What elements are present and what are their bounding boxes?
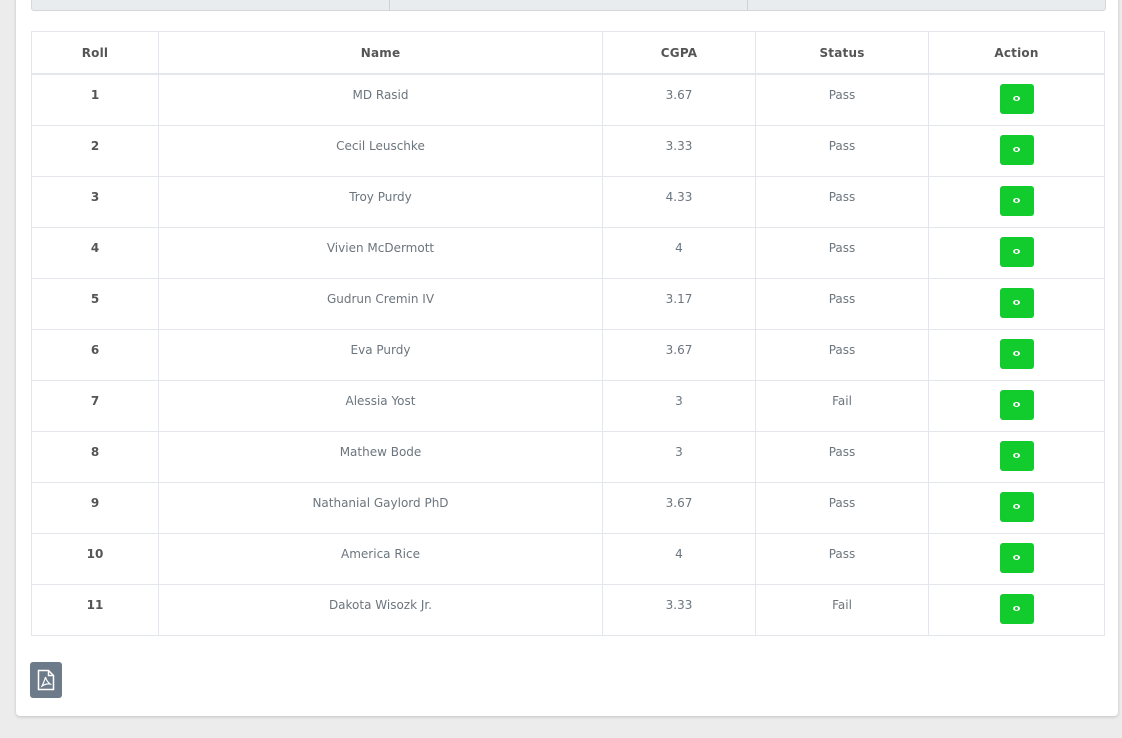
header-row (32, 32, 1105, 75)
eye-icon (1013, 402, 1020, 407)
cgpa-cell: 3.33 (603, 584, 756, 635)
table-header (32, 32, 1105, 75)
action-cell (929, 380, 1105, 431)
status-cell: Pass (756, 227, 929, 278)
table-row (32, 329, 1105, 380)
view-result-button[interactable] (1000, 237, 1034, 267)
name-cell: Vivien McDermott (159, 227, 603, 278)
results-table (31, 31, 1105, 636)
eye-icon (1013, 351, 1020, 356)
name-cell: MD Rasid (159, 74, 603, 125)
status-cell: Fail (756, 584, 929, 635)
table-row (32, 125, 1105, 176)
cgpa-cell: 3.67 (603, 74, 756, 125)
status-cell: Pass (756, 176, 929, 227)
status-cell: Pass (756, 329, 929, 380)
view-result-button[interactable] (1000, 339, 1034, 369)
roll-cell: 4 (32, 227, 159, 278)
file-pdf-icon (37, 669, 55, 691)
status-cell: Pass (756, 431, 929, 482)
name-cell: Troy Purdy (159, 176, 603, 227)
results-card (16, 0, 1118, 716)
action-cell (929, 227, 1105, 278)
view-result-button[interactable] (1000, 84, 1034, 114)
name-cell: Mathew Bode (159, 431, 603, 482)
roll-cell: 7 (32, 380, 159, 431)
eye-icon (1013, 249, 1020, 254)
view-result-button[interactable] (1000, 390, 1034, 420)
name-cell: Alessia Yost (159, 380, 603, 431)
eye-icon (1013, 147, 1020, 152)
roll-cell: 3 (32, 176, 159, 227)
eye-icon (1013, 453, 1020, 458)
eye-icon (1013, 198, 1020, 203)
eye-icon (1013, 555, 1020, 560)
view-result-button[interactable] (1000, 441, 1034, 471)
column-header-action: Action (929, 32, 1105, 75)
filter-bar-segment (32, 0, 390, 10)
action-cell (929, 329, 1105, 380)
view-result-button[interactable] (1000, 288, 1034, 318)
name-cell: America Rice (159, 533, 603, 584)
view-result-button[interactable] (1000, 594, 1034, 624)
roll-cell: 1 (32, 74, 159, 125)
cgpa-cell: 3.33 (603, 125, 756, 176)
view-result-button[interactable] (1000, 543, 1034, 573)
action-cell (929, 125, 1105, 176)
action-cell (929, 584, 1105, 635)
action-cell (929, 278, 1105, 329)
table-row (32, 431, 1105, 482)
table-row (32, 533, 1105, 584)
table-row (32, 278, 1105, 329)
eye-icon (1013, 96, 1020, 101)
roll-cell: 6 (32, 329, 159, 380)
filter-bar-bottom-edge (31, 0, 1106, 11)
status-cell: Pass (756, 482, 929, 533)
cgpa-cell: 3 (603, 431, 756, 482)
eye-icon (1013, 606, 1020, 611)
column-header-status: Status (756, 32, 929, 75)
cgpa-cell: 4 (603, 533, 756, 584)
roll-cell: 8 (32, 431, 159, 482)
eye-icon (1013, 504, 1020, 509)
filter-bar-segment (390, 0, 748, 10)
cgpa-cell: 3.67 (603, 329, 756, 380)
status-cell: Pass (756, 278, 929, 329)
column-header-cgpa: CGPA (603, 32, 756, 75)
name-cell: Eva Purdy (159, 329, 603, 380)
cgpa-cell: 3 (603, 380, 756, 431)
status-cell: Pass (756, 533, 929, 584)
cgpa-cell: 3.67 (603, 482, 756, 533)
table-row (32, 227, 1105, 278)
action-cell (929, 74, 1105, 125)
table-row (32, 74, 1105, 125)
roll-cell: 10 (32, 533, 159, 584)
eye-icon (1013, 300, 1020, 305)
export-pdf-button[interactable] (30, 662, 62, 698)
table-row (32, 482, 1105, 533)
column-header-name: Name (159, 32, 603, 75)
roll-cell: 5 (32, 278, 159, 329)
cgpa-cell: 3.17 (603, 278, 756, 329)
view-result-button[interactable] (1000, 135, 1034, 165)
cgpa-cell: 4.33 (603, 176, 756, 227)
roll-cell: 11 (32, 584, 159, 635)
name-cell: Dakota Wisozk Jr. (159, 584, 603, 635)
roll-cell: 2 (32, 125, 159, 176)
column-header-roll: Roll (32, 32, 159, 75)
filter-bar-segment (748, 0, 1105, 10)
action-cell (929, 176, 1105, 227)
status-cell: Pass (756, 125, 929, 176)
table-row (32, 176, 1105, 227)
table-row (32, 584, 1105, 635)
roll-cell: 9 (32, 482, 159, 533)
name-cell: Nathanial Gaylord PhD (159, 482, 603, 533)
action-cell (929, 431, 1105, 482)
view-result-button[interactable] (1000, 492, 1034, 522)
action-cell (929, 533, 1105, 584)
name-cell: Gudrun Cremin IV (159, 278, 603, 329)
action-cell (929, 482, 1105, 533)
table-body (32, 74, 1105, 635)
view-result-button[interactable] (1000, 186, 1034, 216)
table-row (32, 380, 1105, 431)
status-cell: Pass (756, 74, 929, 125)
name-cell: Cecil Leuschke (159, 125, 603, 176)
cgpa-cell: 4 (603, 227, 756, 278)
status-cell: Fail (756, 380, 929, 431)
